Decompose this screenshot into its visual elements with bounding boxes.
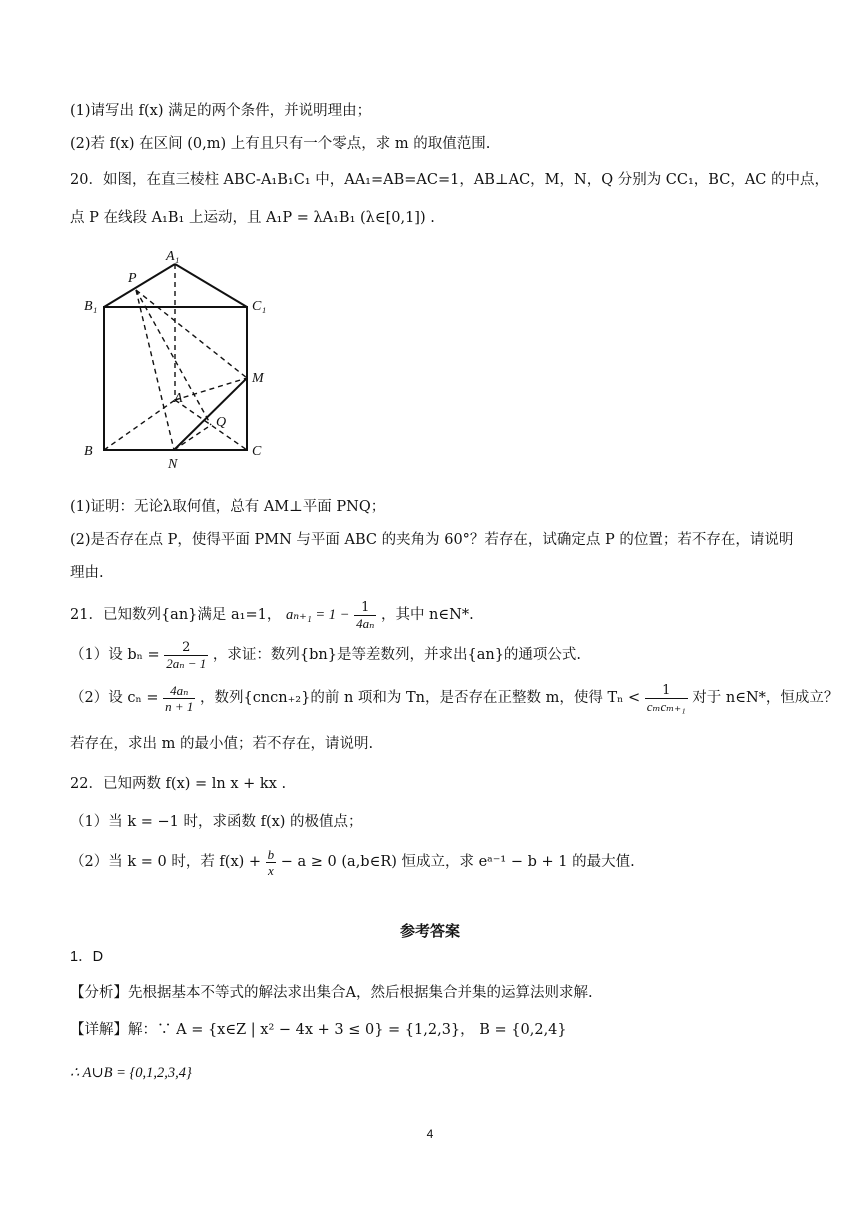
q22-part2-lead: （2）当 k = 0 时，若 f(x) + — [70, 854, 262, 870]
q21-part1-lead: （1）设 bₙ = — [70, 647, 160, 663]
q21-part2 — [70, 681, 838, 715]
q21-stem-tail: ，其中 n∈N*. — [380, 607, 474, 623]
edge-B1A1 — [104, 264, 175, 307]
q20-stem-line1: 20．如图，在直三棱柱 ABC-A₁B₁C₁ 中，AA₁=AB=AC=1，AB⊥AC，M，N，Q 分别为 CC₁，BC，AC 的中点， — [70, 172, 830, 188]
q21-part2-tail: 对于 n∈N*，恒成立？ — [692, 690, 839, 706]
q21-recurrence-fraction: $\frac{1}{\text{4aₙ}}$ — [356, 599, 375, 631]
answers-title: 参考答案 — [399, 922, 460, 940]
prism-figure — [70, 240, 290, 480]
page-number: 4 — [426, 1127, 434, 1141]
q21-part2-fraction: $\frac{\text{4aₙ}}{n + 1}$ — [165, 682, 194, 714]
label-M: M — [252, 371, 264, 386]
edge-NQ — [174, 425, 211, 450]
answer-detail: 【详解】解：∵ A = {x∈Z | x² − 4x + 3 ≤ 0} = {1,2,3}， B = {0,2,4} — [70, 1022, 567, 1038]
q20-part1: (1)证明：无论λ取何值，总有 AM⊥平面 PNQ； — [70, 499, 386, 515]
q21-part1 — [70, 638, 581, 672]
label-C1: C₁ — [252, 299, 267, 314]
label-P: P — [128, 271, 137, 286]
answer-1: 1．D — [70, 949, 104, 965]
q20-part2-line1: (2)是否存在点 P，使得平面 PMN 与平面 ABC 的夹角为 60°？若存在，试确定点 P 的位置；若不存在，请说明 — [70, 532, 794, 548]
label-C: C — [252, 444, 262, 459]
q22-stem: 22．已知两数 f(x) = ln x + kx . — [70, 776, 287, 792]
answer-result: ∴ A∪B = {0,1,2,3,4} — [70, 1065, 192, 1081]
q22-part2-fraction: $\frac{b}{x}$ — [267, 846, 275, 878]
q21-part2-lead: （2）设 cₙ = — [70, 690, 159, 706]
label-Q: Q — [216, 415, 227, 430]
label-A1: A₁ — [166, 249, 180, 264]
q22-part1: （1）当 k = −1 时，求函数 f(x) 的极值点； — [70, 814, 363, 830]
q20-stem-line2: 点 P 在线段 A₁B₁ 上运动，且 A₁P = λA₁B₁ (λ∈[0,1]) . — [70, 210, 435, 226]
label-B1: B₁ — [84, 299, 98, 314]
q20-part2-line2: 理由. — [70, 565, 104, 581]
q19-part2: (2)若 f(x) 在区间 (0,m) 上有且只有一个零点，求 m 的取值范围. — [70, 136, 491, 152]
q21-stem — [70, 598, 474, 632]
q19-part1: (1)请写出 f(x) 满足的两个条件，并说明理由； — [70, 103, 372, 119]
q21-stem-text: 21．已知数列{an}满足 a₁=1， — [70, 607, 282, 623]
label-N: N — [168, 457, 178, 472]
label-A: A — [174, 391, 183, 406]
edge-PM — [136, 290, 247, 378]
q22-part2-text: − a ≥ 0 (a,b∈R) 恒成立，求 eᵃ⁻¹ − b + 1 的最大值. — [280, 854, 635, 870]
edge-PN — [136, 290, 174, 450]
q21-part2-text: ，数列{cncn₊₂}的前 n 项和为 Tn，是否存在正整数 m，使得 Tₙ < — [200, 690, 641, 706]
edge-A1C1 — [175, 264, 247, 307]
q21-part1-text: ，求证：数列{bn}是等差数列，并求出{an}的通项公式. — [212, 647, 582, 663]
q21-recurrence-lhs: aₙ₊₁ = 1 − — [285, 607, 350, 623]
q21-part2-fraction2: $\frac{1}{\text{cₘcₘ₊₁}}$ — [646, 682, 686, 714]
q22-part2 — [70, 845, 635, 879]
q21-part2-line2: 若存在，求出 m 的最小值；若不存在，请说明. — [70, 736, 374, 752]
answer-analysis: 【分析】先根据基本不等式的解法求出集合A，然后根据集合并集的运算法则求解. — [70, 985, 593, 1001]
label-B: B — [84, 444, 93, 459]
q21-part1-fraction: $\frac{2}{\text{2aₙ − 1}}$ — [166, 639, 207, 671]
